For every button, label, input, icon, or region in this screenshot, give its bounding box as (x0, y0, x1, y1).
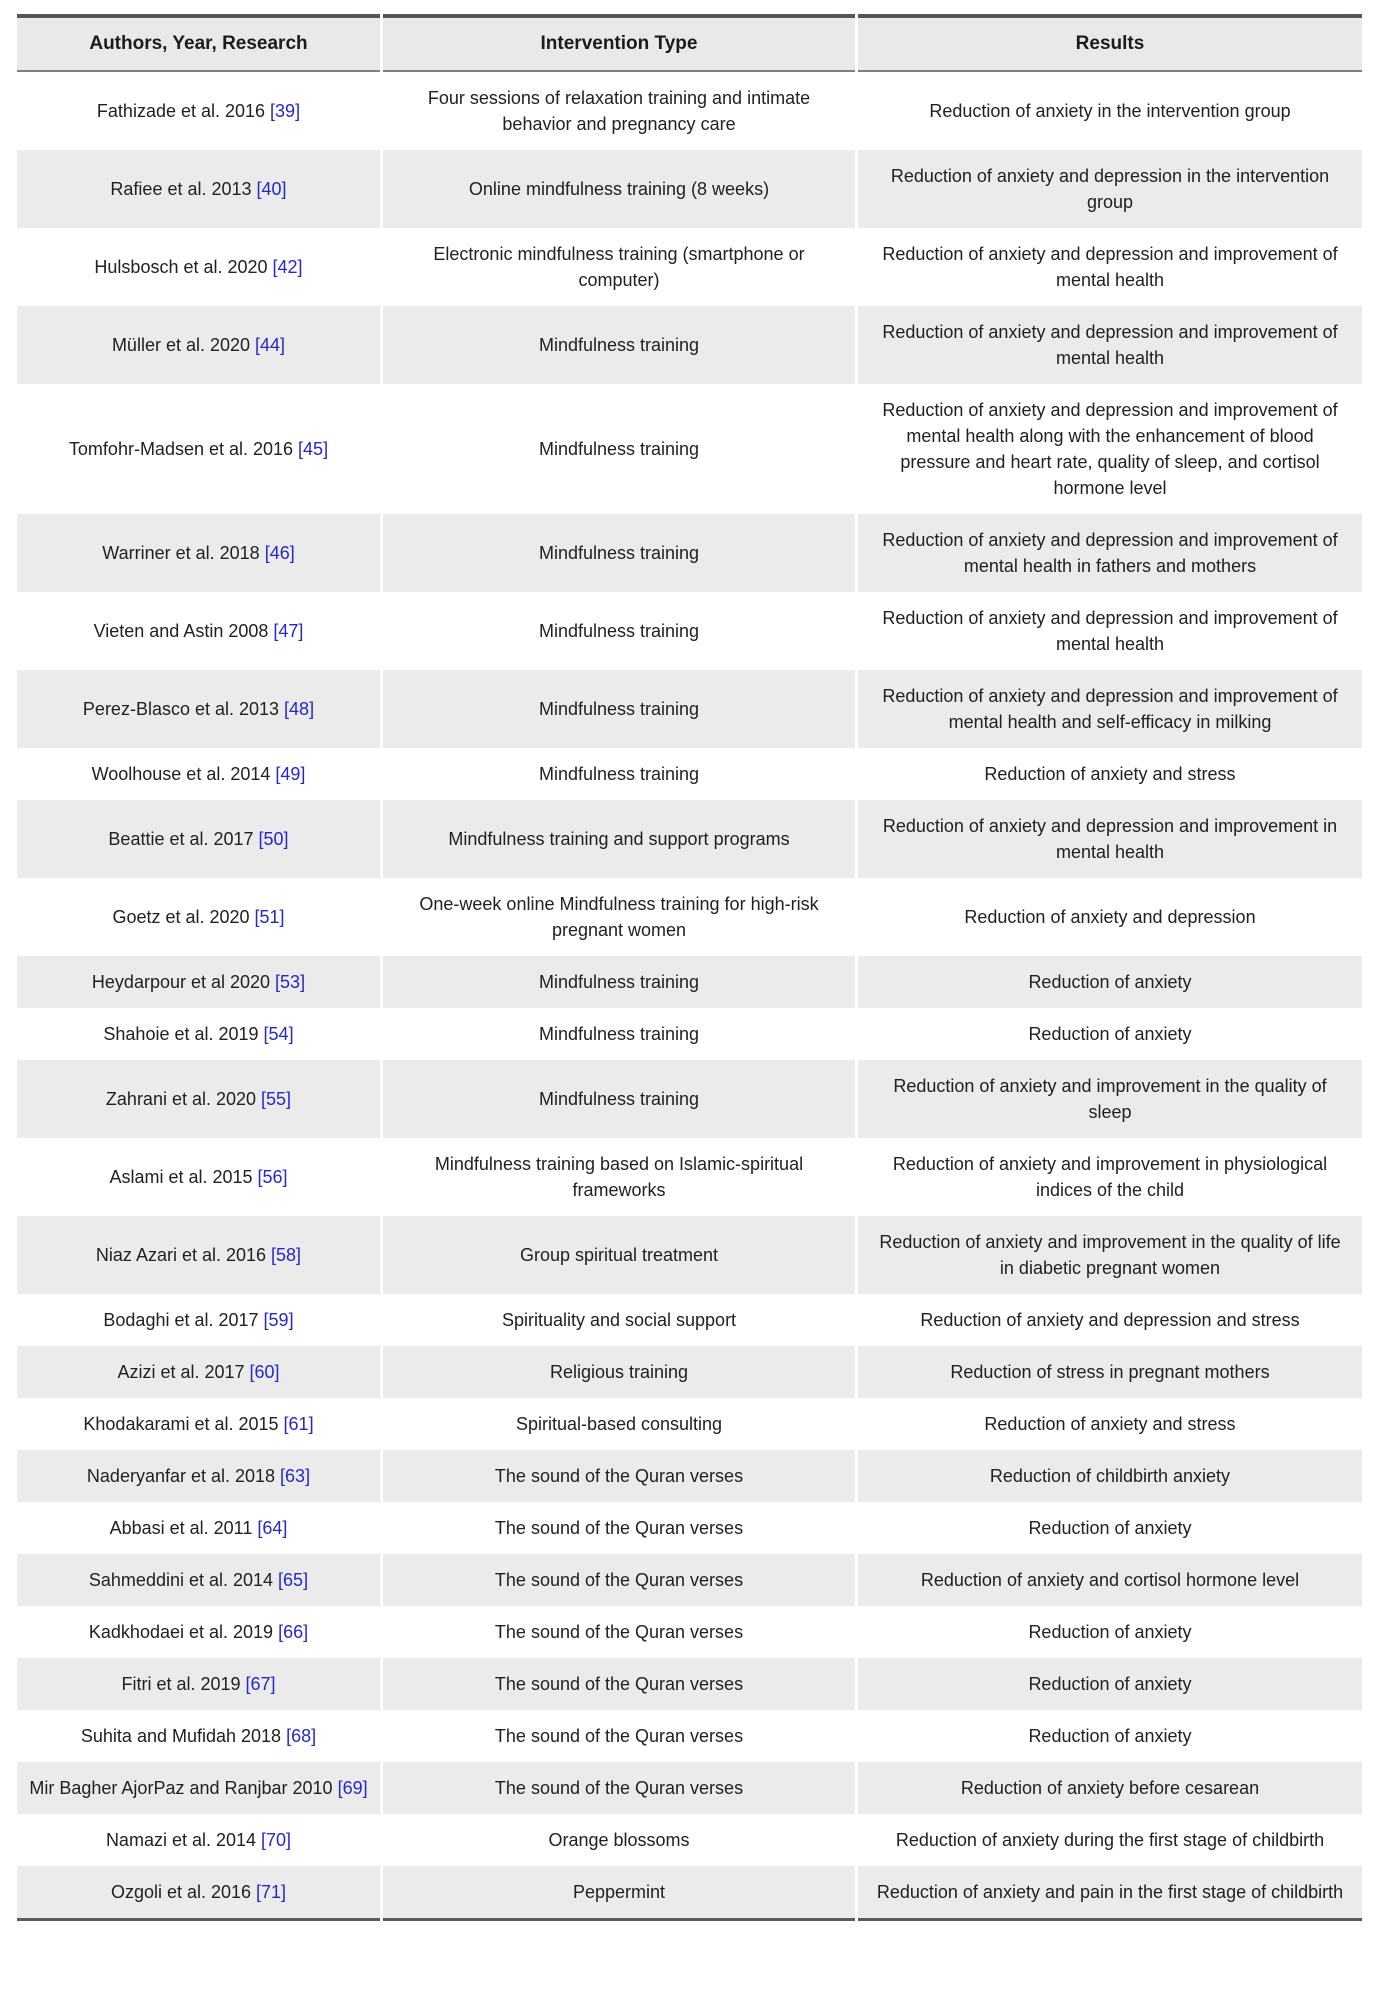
result-cell: Reduction of anxiety (858, 1710, 1362, 1762)
author-cell (17, 1658, 380, 1710)
result-cell: Reduction of anxiety (858, 1606, 1362, 1658)
citation-link[interactable]: [45] (298, 439, 329, 459)
intervention-cell: Group spiritual treatment (383, 1216, 855, 1294)
intervention-cell: Electronic mindfulness training (smartphone or computer) (383, 228, 855, 306)
citation-link[interactable]: [59] (263, 1310, 294, 1330)
table-row (17, 1658, 1362, 1710)
author-cell (17, 228, 380, 306)
table-row (17, 1606, 1362, 1658)
table-row (17, 1216, 1362, 1294)
author-cell (17, 1450, 380, 1502)
intervention-cell: Mindfulness training and support programs (383, 800, 855, 878)
author-cell (17, 748, 380, 800)
author-text: Perez-Blasco et al. 2013 (82, 699, 280, 719)
intervention-cell: Mindfulness training (383, 384, 855, 514)
result-cell: Reduction of anxiety (858, 1008, 1362, 1060)
column-header-intervention-type: Intervention Type (383, 14, 855, 72)
author-text: Goetz et al. 2020 (112, 907, 250, 927)
citation-link[interactable]: [61] (283, 1414, 314, 1434)
result-cell: Reduction of childbirth anxiety (858, 1450, 1362, 1502)
intervention-cell: Mindfulness training (383, 1060, 855, 1138)
table-row (17, 592, 1362, 670)
author-text: Vieten and Astin 2008 (93, 621, 269, 641)
citation-link[interactable]: [64] (257, 1518, 288, 1538)
citation-link[interactable]: [51] (254, 907, 285, 927)
result-cell: Reduction of anxiety and improvement in the quality of life in diabetic pregnant women (858, 1216, 1362, 1294)
intervention-cell: Mindfulness training (383, 592, 855, 670)
author-cell (17, 1762, 380, 1814)
intervention-cell: Spirituality and social support (383, 1294, 855, 1346)
result-cell: Reduction of anxiety and stress (858, 748, 1362, 800)
column-header-authors: Authors, Year, Research (17, 14, 380, 72)
table-row (17, 1762, 1362, 1814)
intervention-cell: Mindfulness training (383, 956, 855, 1008)
citation-link[interactable]: [70] (261, 1830, 292, 1850)
table-row (17, 1398, 1362, 1450)
citation-link[interactable]: [44] (255, 335, 286, 355)
author-cell (17, 72, 380, 150)
author-text: Kadkhodaei et al. 2019 (88, 1622, 274, 1642)
author-text: Hulsbosch et al. 2020 (94, 257, 268, 277)
author-cell (17, 1710, 380, 1762)
author-text: Fathizade et al. 2016 (96, 101, 266, 121)
intervention-cell: The sound of the Quran verses (383, 1710, 855, 1762)
table-row (17, 1502, 1362, 1554)
result-cell: Reduction of anxiety and pain in the first stage of childbirth (858, 1866, 1362, 1921)
table-row (17, 1294, 1362, 1346)
author-text: Heydarpour et al 2020 (91, 972, 271, 992)
intervention-cell: Mindfulness training (383, 514, 855, 592)
table-row (17, 514, 1362, 592)
citation-link[interactable]: [49] (275, 764, 306, 784)
intervention-cell: Peppermint (383, 1866, 855, 1921)
table-row (17, 748, 1362, 800)
intervention-cell: Mindfulness training (383, 1008, 855, 1060)
author-cell (17, 1060, 380, 1138)
table-row (17, 1060, 1362, 1138)
intervention-cell: Mindfulness training based on Islamic-spiritual frameworks (383, 1138, 855, 1216)
intervention-cell: The sound of the Quran verses (383, 1658, 855, 1710)
result-cell: Reduction of anxiety and depression and improvement of mental health (858, 228, 1362, 306)
citation-link[interactable]: [60] (249, 1362, 280, 1382)
table-row (17, 878, 1362, 956)
author-text: Suhita and Mufidah 2018 (80, 1726, 282, 1746)
author-cell (17, 878, 380, 956)
intervention-cell: Online mindfulness training (8 weeks) (383, 150, 855, 228)
intervention-cell: Mindfulness training (383, 670, 855, 748)
table-row (17, 306, 1362, 384)
author-cell (17, 514, 380, 592)
author-text: Sahmeddini et al. 2014 (88, 1570, 274, 1590)
citation-link[interactable]: [56] (257, 1167, 288, 1187)
author-text: Bodaghi et al. 2017 (103, 1310, 259, 1330)
author-text: Abbasi et al. 2011 (109, 1518, 253, 1538)
author-text: Warriner et al. 2018 (102, 543, 260, 563)
result-cell: Reduction of anxiety in the intervention group (858, 72, 1362, 150)
result-cell: Reduction of anxiety and depression in the intervention group (858, 150, 1362, 228)
intervention-cell: Mindfulness training (383, 748, 855, 800)
author-cell (17, 1216, 380, 1294)
citation-link[interactable]: [42] (272, 257, 303, 277)
citation-link[interactable]: [58] (271, 1245, 302, 1265)
table-body (17, 72, 1362, 1921)
citation-link[interactable]: [55] (261, 1089, 292, 1109)
intervention-cell: Orange blossoms (383, 1814, 855, 1866)
result-cell: Reduction of anxiety and depression and stress (858, 1294, 1362, 1346)
author-text: Woolhouse et al. 2014 (91, 764, 271, 784)
result-cell: Reduction of anxiety (858, 956, 1362, 1008)
intervention-cell: Spiritual-based consulting (383, 1398, 855, 1450)
intervention-cell: The sound of the Quran verses (383, 1450, 855, 1502)
table-row (17, 670, 1362, 748)
author-cell (17, 1294, 380, 1346)
result-cell: Reduction of anxiety and depression and improvement of mental health (858, 592, 1362, 670)
table-row (17, 72, 1362, 150)
intervention-cell: Religious training (383, 1346, 855, 1398)
author-text: Aslami et al. 2015 (109, 1167, 253, 1187)
intervention-cell: The sound of the Quran verses (383, 1762, 855, 1814)
result-cell: Reduction of anxiety and depression and improvement of mental health along with the enhancement of blood pressure and heart rate, quality of sleep, and cortisol hormone level (858, 384, 1362, 514)
result-cell: Reduction of anxiety and depression and improvement in mental health (858, 800, 1362, 878)
citation-link[interactable]: [66] (278, 1622, 309, 1642)
author-text: Beattie et al. 2017 (108, 829, 254, 849)
result-cell: Reduction of anxiety (858, 1658, 1362, 1710)
citation-link[interactable]: [39] (270, 101, 301, 121)
author-text: Ozgoli et al. 2016 (110, 1882, 252, 1902)
citation-link[interactable]: [46] (264, 543, 295, 563)
author-cell (17, 670, 380, 748)
result-cell: Reduction of anxiety and depression and improvement of mental health in fathers and mothers (858, 514, 1362, 592)
author-cell (17, 1008, 380, 1060)
table-row (17, 1450, 1362, 1502)
table-row (17, 1814, 1362, 1866)
header-row (17, 14, 1362, 72)
author-text: Tomfohr-Madsen et al. 2016 (68, 439, 294, 459)
table-row (17, 956, 1362, 1008)
table-row (17, 150, 1362, 228)
table-row (17, 1710, 1362, 1762)
citation-link[interactable]: [48] (284, 699, 315, 719)
author-cell (17, 1606, 380, 1658)
author-cell (17, 384, 380, 514)
author-text: Zahrani et al. 2020 (105, 1089, 257, 1109)
citation-link[interactable]: [67] (245, 1674, 276, 1694)
author-text: Namazi et al. 2014 (105, 1830, 257, 1850)
citation-link[interactable]: [68] (286, 1726, 317, 1746)
result-cell: Reduction of anxiety and depression and improvement of mental health (858, 306, 1362, 384)
result-cell: Reduction of anxiety (858, 1502, 1362, 1554)
table-row (17, 1554, 1362, 1606)
author-text: Rafiee et al. 2013 (110, 179, 252, 199)
table-row (17, 800, 1362, 878)
intervention-cell: The sound of the Quran verses (383, 1554, 855, 1606)
author-text: Mir Bagher AjorPaz and Ranjbar 2010 (29, 1778, 333, 1798)
citation-link[interactable]: [50] (258, 829, 289, 849)
citation-link[interactable]: [47] (273, 621, 304, 641)
citation-link[interactable]: [71] (256, 1882, 287, 1902)
table-row (17, 1346, 1362, 1398)
author-cell (17, 1398, 380, 1450)
result-cell: Reduction of anxiety during the first stage of childbirth (858, 1814, 1362, 1866)
author-cell (17, 1866, 380, 1921)
author-cell (17, 592, 380, 670)
author-text: Fitri et al. 2019 (121, 1674, 241, 1694)
citation-link[interactable]: [69] (337, 1778, 368, 1798)
intervention-cell: One-week online Mindfulness training for high-risk pregnant women (383, 878, 855, 956)
citation-link[interactable]: [40] (256, 179, 287, 199)
citation-link[interactable]: [65] (278, 1570, 309, 1590)
author-cell (17, 1554, 380, 1606)
result-cell: Reduction of anxiety and improvement in physiological indices of the child (858, 1138, 1362, 1216)
result-cell: Reduction of anxiety and improvement in the quality of sleep (858, 1060, 1362, 1138)
citation-link[interactable]: [63] (280, 1466, 311, 1486)
author-cell (17, 1502, 380, 1554)
author-text: Shahoie et al. 2019 (103, 1024, 259, 1044)
table-row (17, 1866, 1362, 1921)
result-cell: Reduction of anxiety and cortisol hormone level (858, 1554, 1362, 1606)
result-cell: Reduction of anxiety before cesarean (858, 1762, 1362, 1814)
table-row (17, 228, 1362, 306)
intervention-cell: The sound of the Quran verses (383, 1502, 855, 1554)
author-text: Niaz Azari et al. 2016 (95, 1245, 267, 1265)
intervention-cell: Mindfulness training (383, 306, 855, 384)
result-cell: Reduction of anxiety and depression (858, 878, 1362, 956)
table-row (17, 384, 1362, 514)
column-header-results: Results (858, 14, 1362, 72)
author-text: Müller et al. 2020 (111, 335, 251, 355)
author-cell (17, 150, 380, 228)
interventions-review-table (14, 14, 1365, 1921)
citation-link[interactable]: [53] (275, 972, 306, 992)
table-row (17, 1008, 1362, 1060)
intervention-cell: Four sessions of relaxation training and intimate behavior and pregnancy care (383, 72, 855, 150)
result-cell: Reduction of anxiety and stress (858, 1398, 1362, 1450)
author-cell (17, 956, 380, 1008)
author-cell (17, 1814, 380, 1866)
intervention-cell: The sound of the Quran verses (383, 1606, 855, 1658)
author-text: Naderyanfar et al. 2018 (86, 1466, 276, 1486)
author-cell (17, 800, 380, 878)
result-cell: Reduction of anxiety and depression and improvement of mental health and self-efficacy in milking (858, 670, 1362, 748)
author-cell (17, 1346, 380, 1398)
citation-link[interactable]: [54] (263, 1024, 294, 1044)
result-cell: Reduction of stress in pregnant mothers (858, 1346, 1362, 1398)
author-text: Azizi et al. 2017 (117, 1362, 245, 1382)
author-cell (17, 306, 380, 384)
author-text: Khodakarami et al. 2015 (83, 1414, 279, 1434)
author-cell (17, 1138, 380, 1216)
table-row (17, 1138, 1362, 1216)
